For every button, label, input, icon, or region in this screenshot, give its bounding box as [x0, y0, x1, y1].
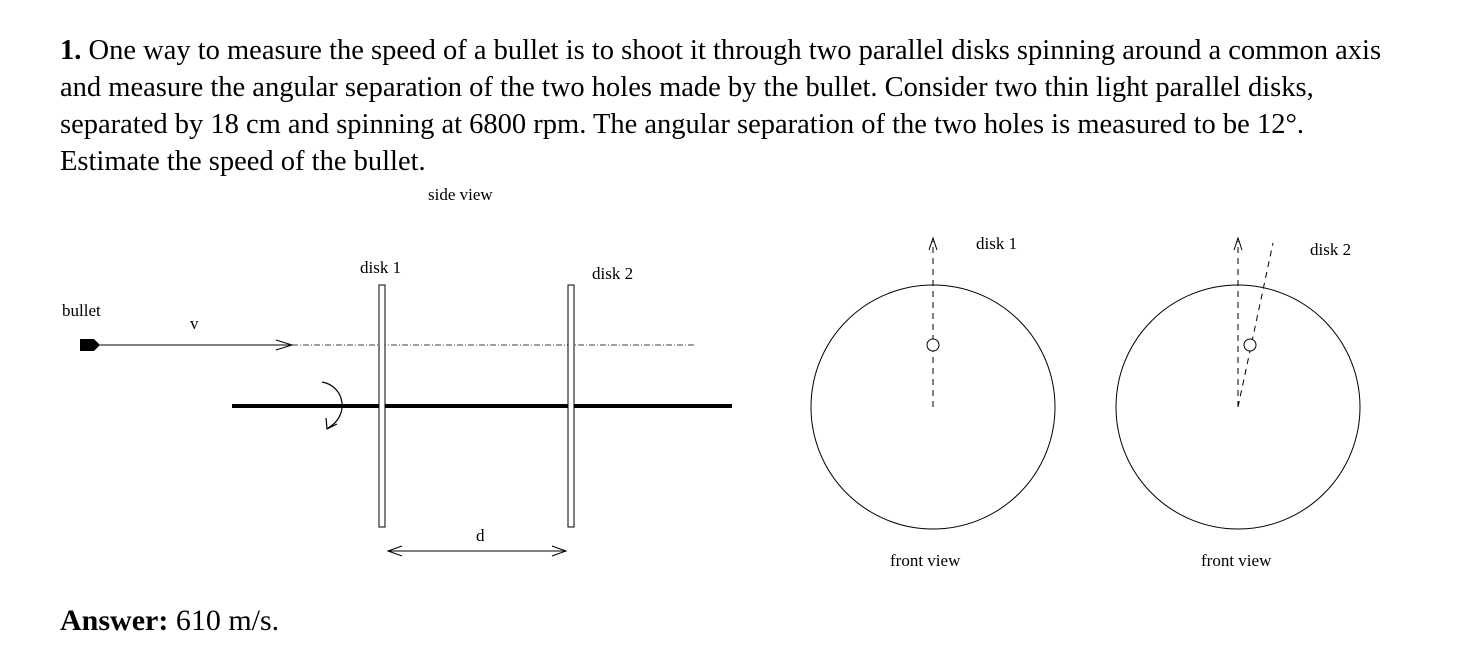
distance-label: d: [476, 526, 485, 545]
bullet-icon: [80, 339, 100, 351]
disk1-label: disk 1: [360, 258, 402, 277]
answer-label: Answer:: [60, 604, 169, 637]
problem-number: 1.: [60, 35, 82, 66]
disk2-label: disk 2: [592, 264, 634, 283]
front-disk1-hole: [927, 339, 939, 351]
front-disk2-label: disk 2: [1310, 240, 1352, 259]
front-disk2-hole-line: [1238, 243, 1273, 407]
disk2-side: [568, 285, 574, 527]
velocity-label: v: [190, 314, 199, 333]
side-view-label: side view: [428, 185, 493, 204]
front-view-label-2: front view: [1201, 551, 1272, 570]
bullet-label: bullet: [62, 301, 101, 320]
answer-value: 610 m/s.: [175, 604, 280, 637]
disk1-side: [379, 285, 385, 527]
front-disk2-hole: [1244, 339, 1256, 351]
answer: [60, 604, 279, 638]
front-view-label-1: front view: [890, 551, 961, 570]
front-disk1-label: disk 1: [976, 234, 1018, 253]
problem-text: One way to measure the speed of a bullet is to shoot it through two parallel disks spinning around a common axis and measure the angular separation of the two holes made by the bullet. Consider two thin light parallel disks, separated by 18 cm and spinning at 6800 rpm. The angular separation of the two holes is measured to be 12°. Estimate the speed of the bullet.: [60, 35, 1382, 177]
rotation-arrowhead: [326, 418, 337, 429]
